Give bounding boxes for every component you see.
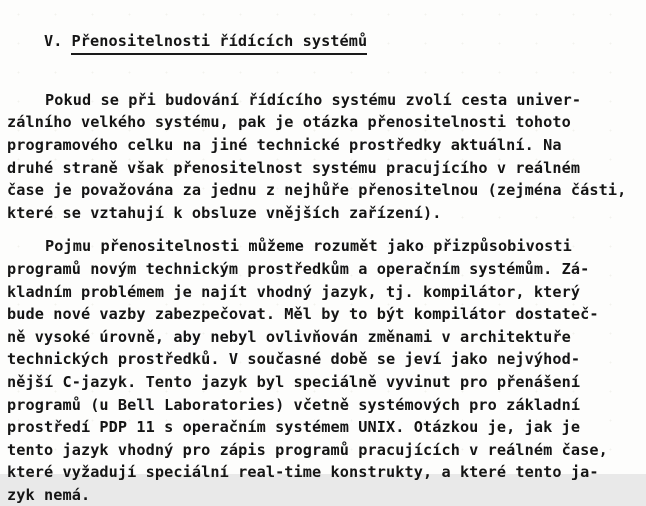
text-line: programů novým technickým prostředkům a operačním systémům. Zá- <box>7 259 590 278</box>
paragraph-1 <box>7 89 642 225</box>
text-line: Pojmu přenositelnosti můžeme rozumět jako přizpůsobivosti <box>45 237 572 256</box>
text-line: bude nové vazby zabezpečovat. Měl by to být kompilátor dostateč- <box>7 305 599 324</box>
text-line: programového celku na jiné technické prostředky aktuální. Na <box>7 135 562 154</box>
section-number: V. <box>43 31 63 50</box>
text-line: které vyžadují speciální real-time konstrukty, a které tento ja- <box>7 463 599 482</box>
text-line: čase je považována za jednu z nejhůře přenositelnou (zejména části, <box>7 181 627 200</box>
text-line: druhé straně však přenositelnost systému pracujícího v reálném <box>7 158 581 177</box>
text-line: zálního velkého systému, pak je otázka přenositelnosti tohoto <box>7 113 571 132</box>
text-line: zyk nemá. <box>7 485 91 504</box>
text-line: tento jazyk vhodný pro zápis programů pracujících v reálném čase, <box>7 440 608 459</box>
text-line: ně vysoké úrovně, aby nebyl ovlivňován změnami v architektuře <box>7 327 571 346</box>
text-line: které se vztahují k obsluze vnějších zařízení). <box>7 203 442 222</box>
section-title-text: Přenositelnosti řídících systémů <box>71 30 367 56</box>
section-title <box>7 7 642 78</box>
paragraph-2 <box>7 235 642 506</box>
text-line: technických prostředků. V současné době se jeví jako nejvýhod- <box>7 350 581 369</box>
text-line: programů (u Bell Laboratories) včetně systémových pro základní <box>7 395 581 414</box>
text-line: nější C-jazyk. Tento jazyk byl speciálně vyvinut pro přenášení <box>7 372 581 391</box>
text-line: prostředí PDP 11 s operačním systémem UNIX. Otázkou je, jak je <box>7 418 581 437</box>
text-line: kladním problémem je najít vhodný jazyk, tj. kompilátor, který <box>7 282 581 301</box>
text-line: Pokud se při budování řídícího systému zvolí cesta univer- <box>45 90 582 109</box>
